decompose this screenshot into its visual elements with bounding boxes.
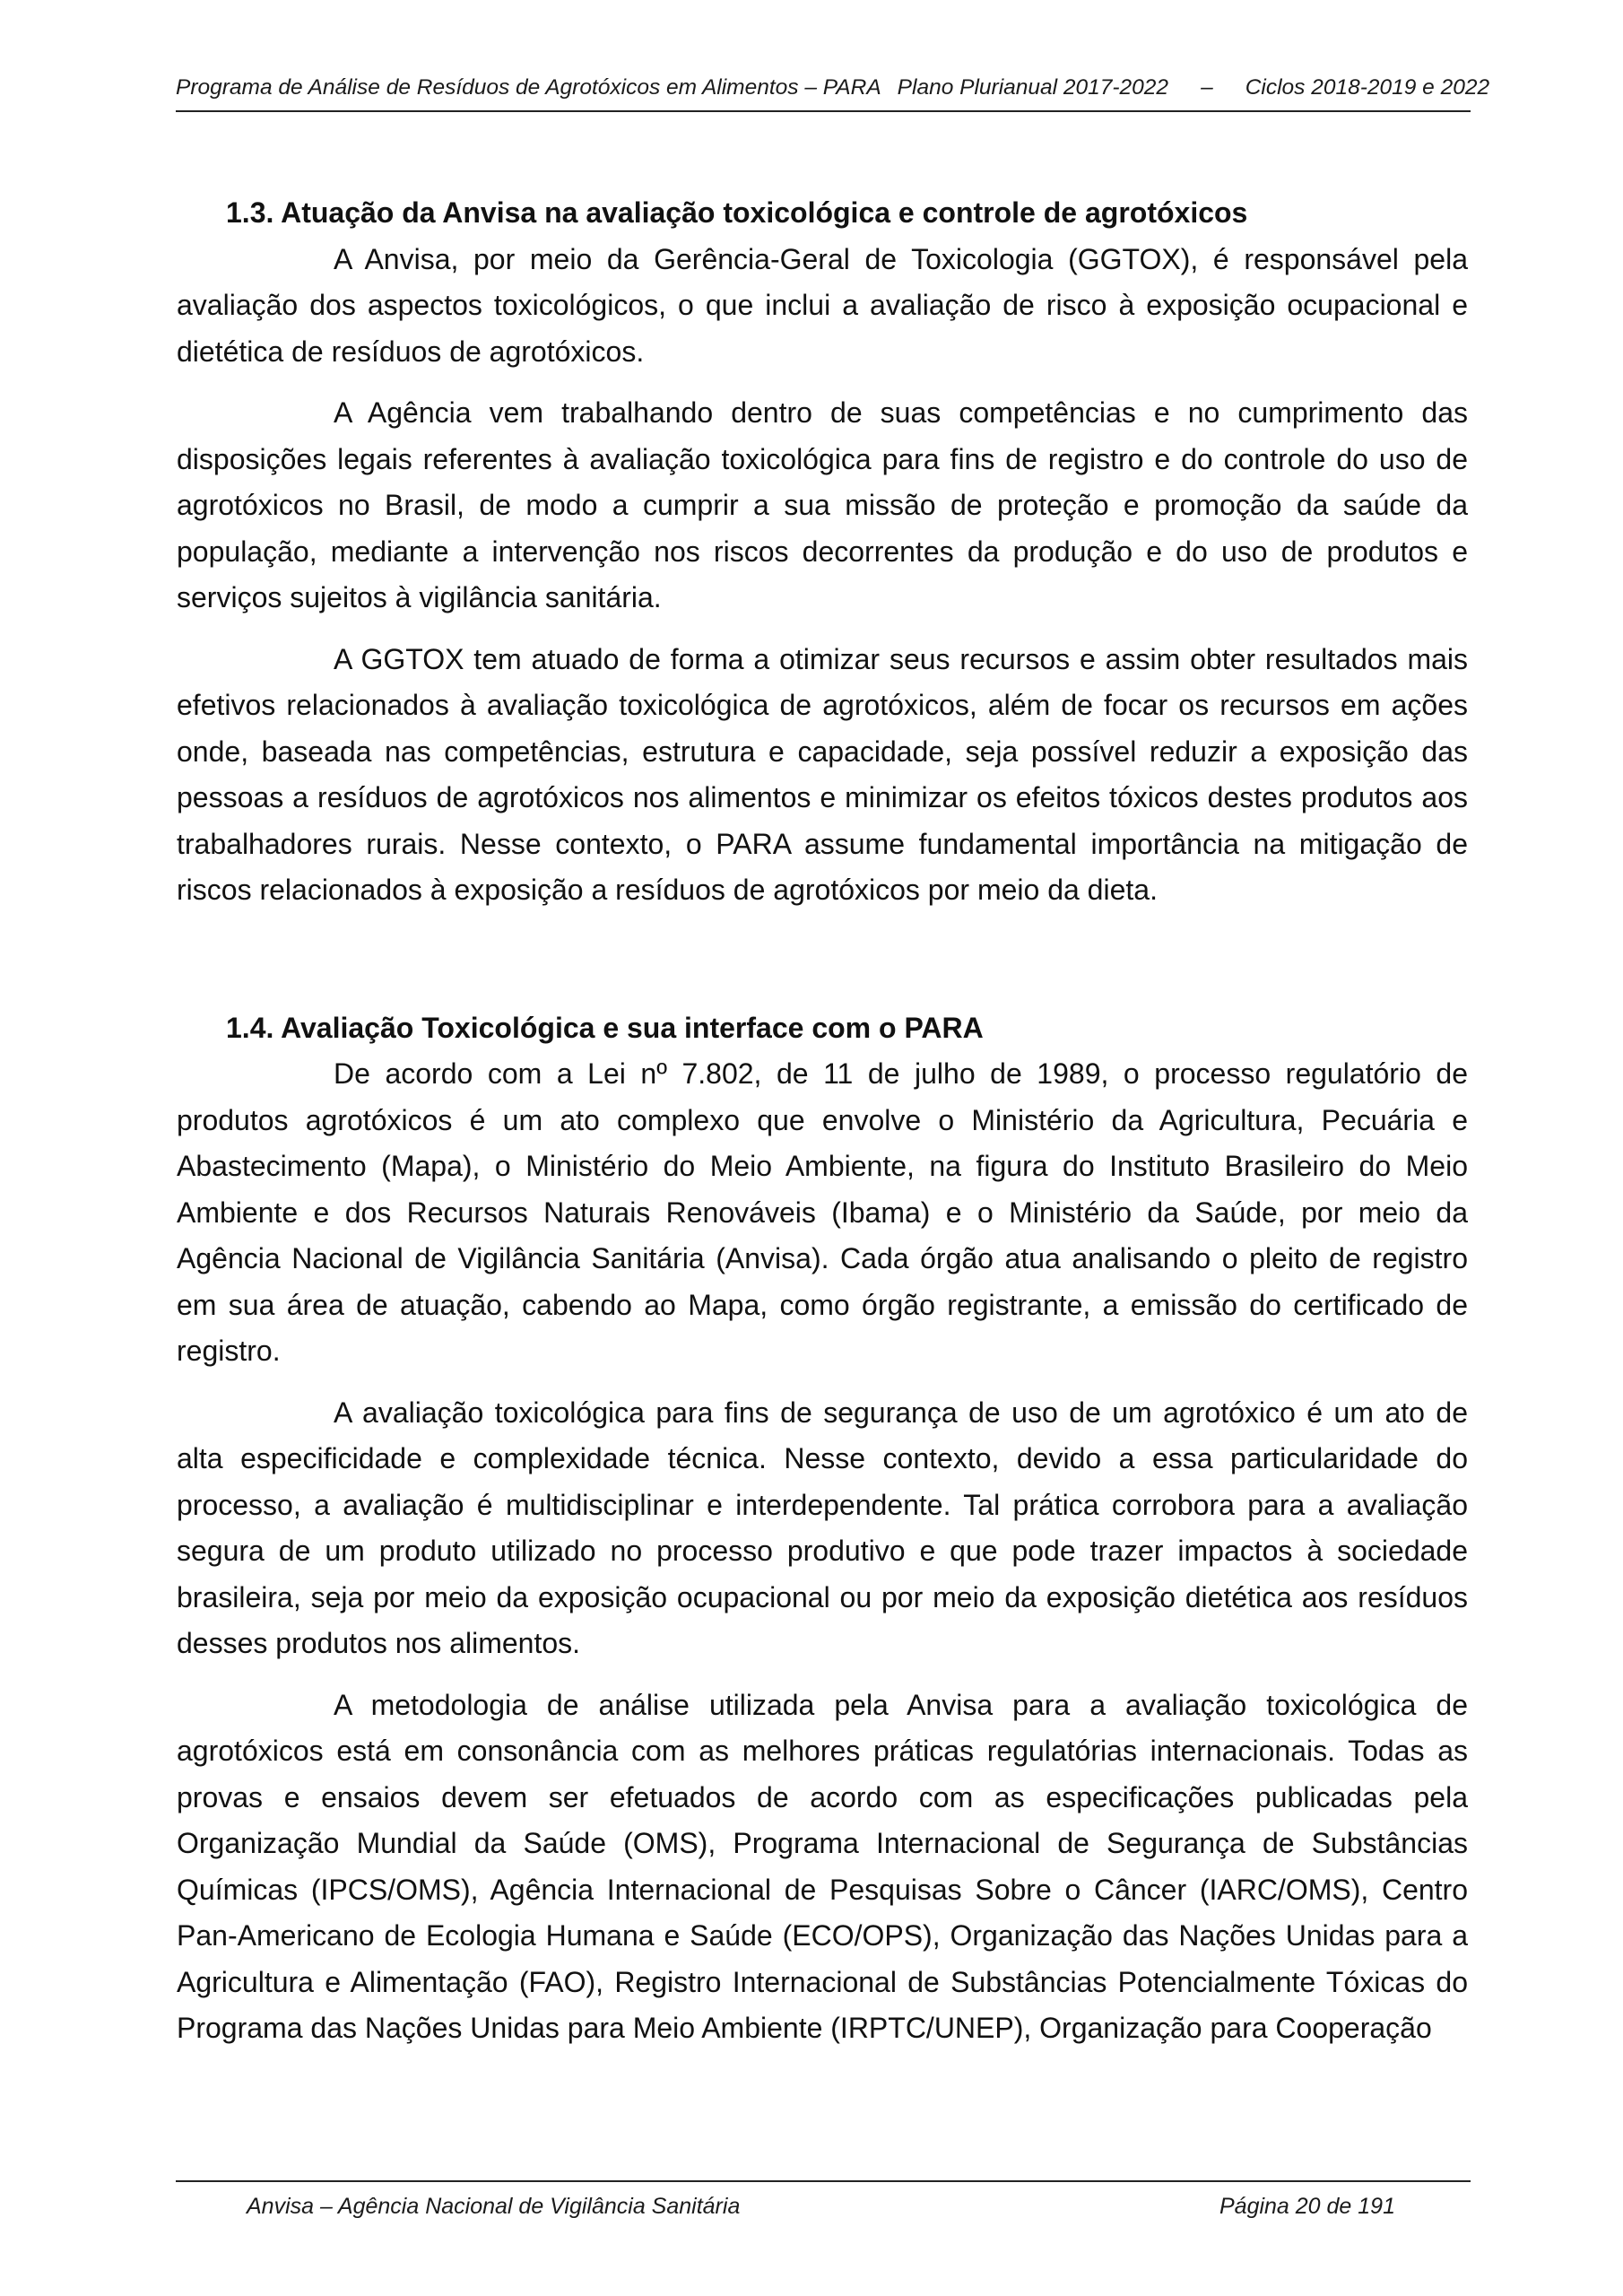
footer-divider [176,2180,1471,2182]
section-1-4-paragraph-1: De acordo com a Lei nº 7.802, de 11 de julho de 1989, o processo regulatório de produtos agrotóxicos é um ato complexo que envolve o Ministério da Agricultura, Pecuária e Abastecimento (Mapa), o Ministério do Meio Ambiente, na figura do Instituto Brasileiro do Meio Ambiente e dos Recursos Naturais Renováveis (Ibama) e o Ministério da Saúde, por meio da Agência Nacional de Vigilância Sanitária (Anvisa). Cada órgão atua analisando o pleito de registro em sua área de atuação, cabendo ao Mapa, como órgão registrante, a emissão do certificado de registro. [177,1057,1468,1367]
header-cycles: Ciclos 2018-2019 e 2022 [1245,75,1490,100]
section-1-3-paragraph-2: A Agência vem trabalhando dentro de suas competências e no cumprimento das disposições legais referentes à avaliação toxicológica para fins de registro e do controle do uso de agrotóxicos no Brasil, de modo a cumprir a sua missão de proteção e promoção da saúde da população, mediante a intervenção nos riscos decorrentes da produção e do uso de produtos e serviços sujeitos à vigilância sanitária. [177,396,1468,613]
header-divider [176,110,1471,112]
section-1-3-paragraph-3: A GGTOX tem atuado de forma a otimizar seus recursos e assim obter resultados mais efetivos relacionados à avaliação toxicológica de agrotóxicos, além de focar os recursos em ações onde, baseada nas competências, estrutura e capacidade, seja possível reduzir a exposição das pessoas a resíduos de agrotóxicos nos alimentos e minimizar os efeitos tóxicos destes produtos aos trabalhadores rurais. Nesse contexto, o PARA assume fundamental importância na mitigação de riscos relacionados à exposição a resíduos de agrotóxicos por meio da dieta. [177,642,1468,906]
footer-page-number: Página 20 de 191 [1219,2194,1395,2219]
section-1-4-paragraph-2: A avaliação toxicológica para fins de segurança de uso de um agrotóxico é um ato de alta especificidade e complexidade técnica. Nesse contexto, devido a essa particularidade do processo, a avaliação é multidisciplinar e interdependente. Tal prática corrobora para a avaliação segura de um produto utilizado no processo produtivo e que pode trazer impactos à sociedade brasileira, seja por meio da exposição ocupacional ou por meio da exposição dietética aos resíduos desses produtos nos alimentos. [177,1396,1468,1659]
section-spacer [177,914,1468,1005]
header-separator: – [1201,75,1213,100]
header-plan-period: Plano Plurianual 2017-2022 [897,75,1169,100]
header-program-title: Programa de Análise de Resíduos de Agrotóxicos em Alimentos – PARA [176,75,881,100]
running-header [176,75,1490,100]
section-1-3-heading: 1.3. Atuação da Anvisa na avaliação toxicológica e controle de agrotóxicos [226,196,1248,229]
section-1-4-paragraph-3: A metodologia de análise utilizada pela Anvisa para a avaliação toxicológica de agrotóxicos está em consonância com as melhores práticas regulatórias internacionais. Todas as provas e ensaios devem ser efetuados de acordo com as especificações publicadas pela Organização Mundial da Saúde (OMS), Programa Internacional de Segurança de Substâncias Químicas (IPCS/OMS), Agência Internacional de Pesquisas Sobre o Câncer (IARC/OMS), Centro Pan-Americano de Ecologia Humana e Saúde (ECO/OPS), Organização das Nações Unidas para a Agricultura e Alimentação (FAO), Registro Internacional de Substâncias Potencialmente Tóxicas do Programa das Nações Unidas para Meio Ambiente (IRPTC/UNEP), Organização para Cooperação [177,1688,1468,2044]
footer-agency-name: Anvisa – Agência Nacional de Vigilância Sanitária [247,2194,741,2219]
page-body [177,190,1468,2052]
section-1-3-paragraph-1: A Anvisa, por meio da Gerência-Geral de Toxicologia (GGTOX), é responsável pela avaliação dos aspectos toxicológicos, o que inclui a avaliação de risco à exposição ocupacional e dietética de resíduos de agrotóxicos. [177,242,1468,368]
section-1-4-heading: 1.4. Avaliação Toxicológica e sua interface com o PARA [226,1011,984,1044]
